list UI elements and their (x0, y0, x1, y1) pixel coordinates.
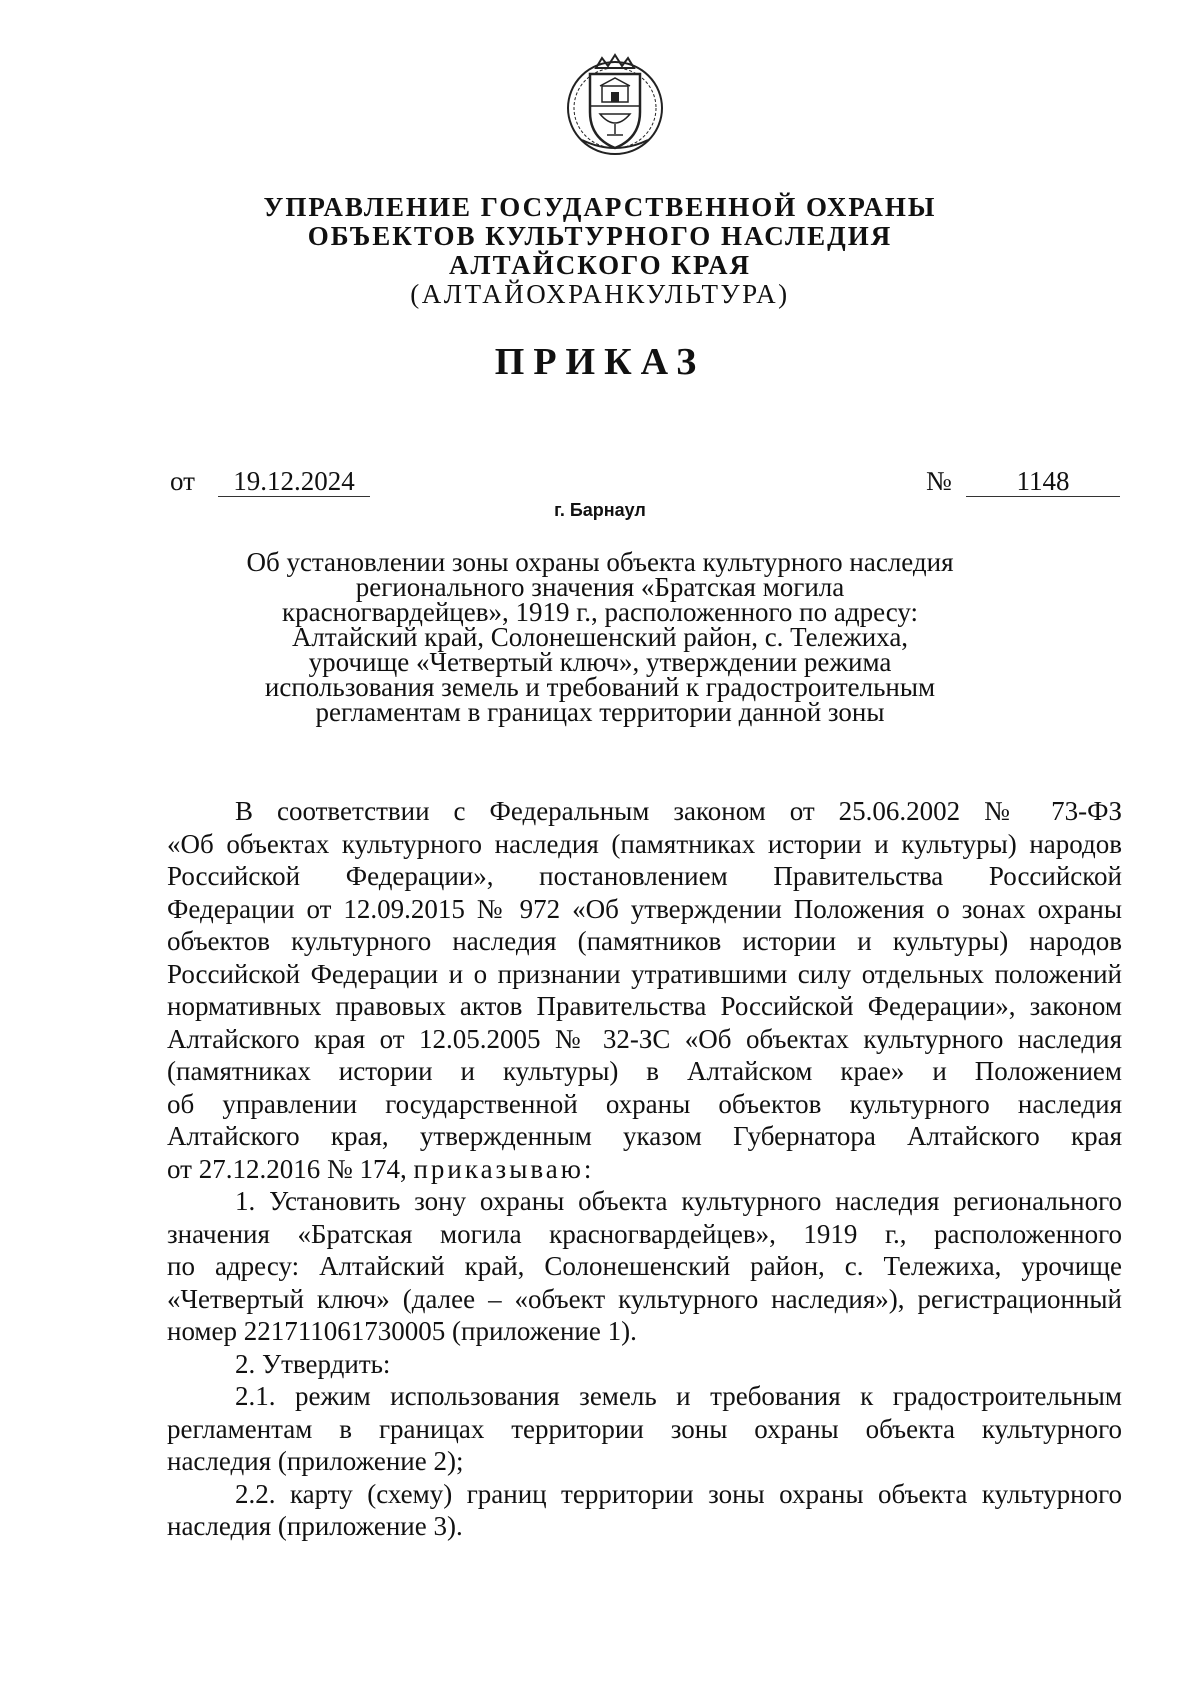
body-line: Российской Федерации», постановлением Правительства Российской (167, 861, 1122, 891)
subject-line: регламентам в границах территории данной зоны (315, 697, 885, 727)
body-line: Алтайского края, утвержденным указом Губернатора Алтайского края (167, 1121, 1122, 1151)
body-line: нормативных правовых актов Правительства Российской Федерации», законом (167, 991, 1122, 1021)
subject-line: использования земель и требований к градостроительным (264, 672, 936, 702)
organization-name-line-2: ОБЪЕКТОВ КУЛЬТУРНОГО НАСЛЕДИЯ (307, 221, 893, 251)
document-subject (200, 547, 1000, 727)
document-date: 19.12.2024 (218, 466, 370, 497)
body-line: объектов культурного наследия (памятников истории и культуры) народов (167, 926, 1122, 956)
body-line: Российской Федерации и о признании утратившими силу отдельных положений (167, 958, 1122, 989)
organization-name-line-3: АЛТАЙСКОГО КРАЯ (448, 250, 752, 280)
organization-name-line-1: УПРАВЛЕНИЕ ГОСУДАРСТВЕННОЙ ОХРАНЫ (263, 192, 937, 222)
body-line: Алтайского края от 12.05.2005 № 32-ЗС «Об объектах культурного наследия (167, 1023, 1122, 1054)
body-line: В соответствии с Федеральным законом от 25.06.2002 № 73-ФЗ (235, 796, 1122, 826)
subject-line: урочище «Четвертый ключ», утверждении режима (308, 647, 892, 677)
item-2-2-line: наследия (приложение 3). (167, 1511, 463, 1541)
organization-abbreviation: (АЛТАЙОХРАНКУЛЬТУРА) (410, 279, 790, 309)
item-1-line: значения «Братская могила красногвардейцев», 1919 г., расположенного (167, 1218, 1122, 1249)
item-2: 2. Утвердить: (235, 1348, 391, 1379)
item-1-line: номер 221711061730005 (приложение 1). (167, 1316, 637, 1346)
number-label: № (926, 466, 952, 496)
body-line: «Об объектах культурного наследия (памятниках истории и культуры) народов (167, 828, 1122, 859)
coat-of-arms-emblem (562, 52, 668, 158)
subject-line: красногвардейцев», 1919 г., расположенного по адресу: (281, 597, 919, 627)
document-body (167, 795, 1122, 1543)
body-line: Федерации от 12.09.2015 № 972 «Об утверждении Положения о зонах охраны (167, 893, 1122, 924)
preamble-ending: от 27.12.2016 № 174, (167, 1153, 407, 1184)
document-number: 1148 (966, 466, 1120, 497)
document-title: ПРИКАЗ (494, 341, 706, 383)
item-1-line: «Четвертый ключ» (далее – «объект культурного наследия»), регистрационный (167, 1283, 1122, 1314)
body-line: (памятниках истории и культуры) в Алтайском крае» и Положением (167, 1056, 1122, 1086)
city: г. Барнаул (554, 500, 646, 520)
item-1-line: 1. Установить зону охраны объекта культурного наследия регионального (235, 1186, 1122, 1216)
item-1-line: по адресу: Алтайский край, Солонешенский район, с. Тележиха, урочище (167, 1251, 1122, 1281)
item-2-1-line: регламентам в границах территории зоны охраны объекта культурного (167, 1413, 1122, 1444)
date-label: от (170, 466, 195, 496)
subject-line: регионального значения «Братская могила (355, 572, 845, 602)
item-2-1-line: наследия (приложение 2); (167, 1446, 464, 1476)
item-2-1-line: 2.1. режим использования земель и требования к градостроительным (235, 1381, 1122, 1411)
subject-line: Алтайский край, Солонешенский район, с. Тележиха, (291, 622, 909, 652)
body-line-order (167, 1153, 1122, 1186)
subject-line: Об установлении зоны охраны объекта культурного наследия (246, 547, 954, 577)
order-word: приказываю: (413, 1153, 595, 1184)
item-2-2-line: 2.2. карту (схему) границ территории зоны охраны объекта культурного (235, 1478, 1122, 1509)
body-line: об управлении государственной охраны объектов культурного наследия (167, 1088, 1122, 1119)
